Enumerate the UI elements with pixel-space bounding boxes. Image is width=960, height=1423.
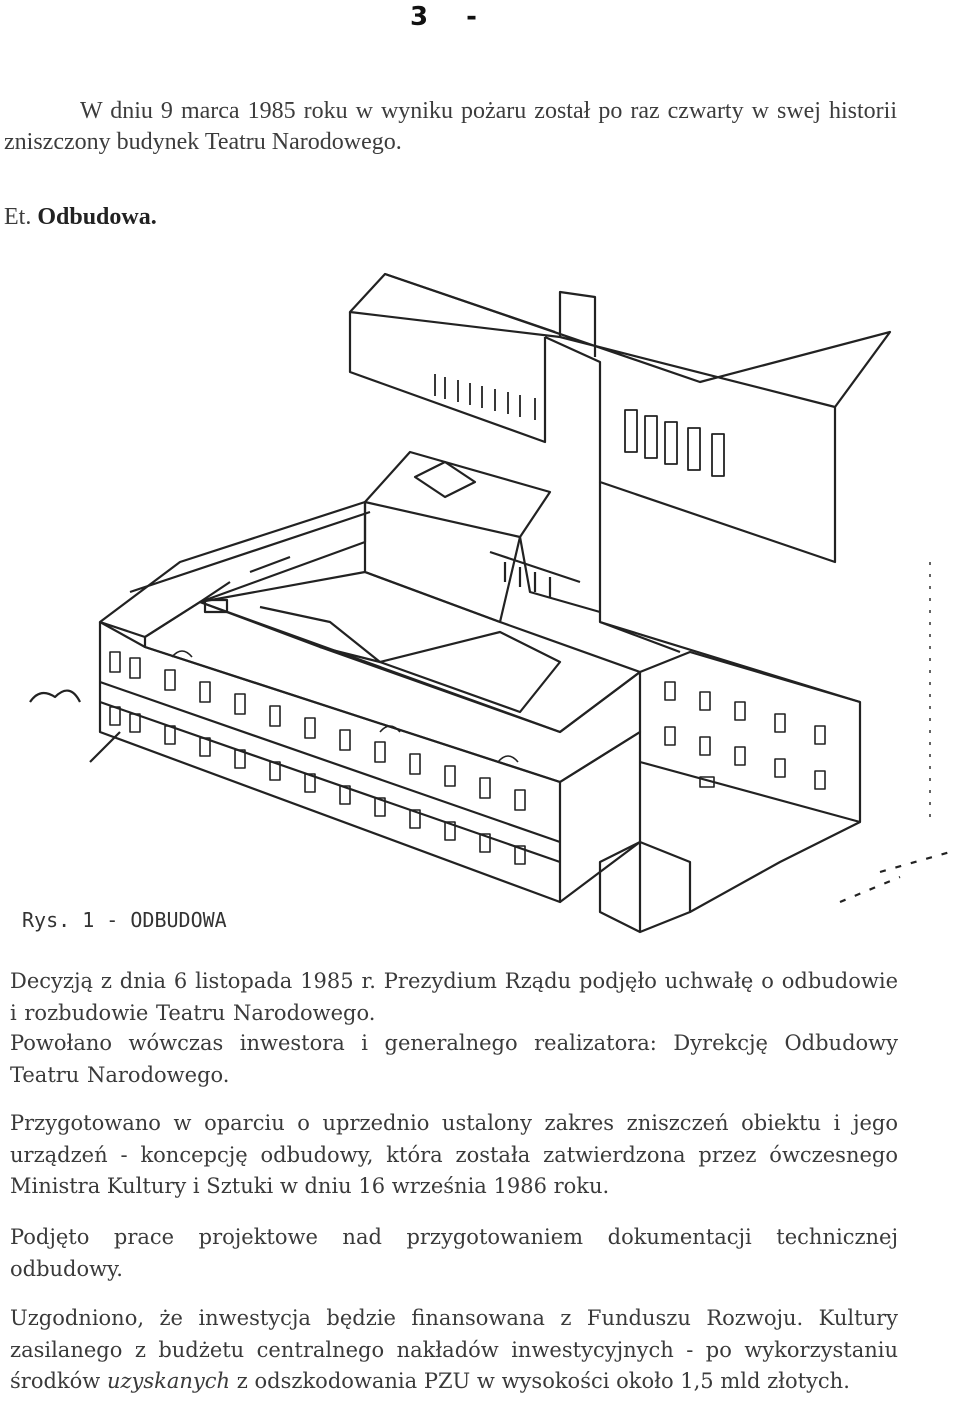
financing-part-b: z odszkodowania PZU w wysokości około 1,5 mld złotych. (236, 1369, 850, 1393)
section-prefix: Et. (4, 204, 32, 230)
section-heading (4, 202, 897, 233)
figure-caption: Rys. 1 - ODBUDOWA (22, 908, 227, 932)
left-wing-roof (100, 502, 365, 637)
page-number (410, 2, 477, 32)
paragraph-decision (10, 966, 898, 1029)
middle-pavilion (365, 452, 550, 537)
paragraph-investor-text: Powołano wówczas inwestora i generalnego realizatora: Dyrekcję Odbudowy Teatru Narodowego. (10, 1031, 898, 1087)
paragraph-concept-text: Przygotowano w oparciu o uprzednio ustalony zakres zniszczeń obiektu i jego urządzeń - koncepcję odbudowy, która została zatwierdzona przez ówczesnego Ministra Kultury i Sztuki w dniu 16 września 1986 roku. (10, 1111, 898, 1198)
intro-paragraph: W dniu 9 marca 1985 roku w wyniku pożaru został po raz czwarty w swej historii zniszczony budynek Teatru Narodowego. (4, 98, 897, 155)
paragraph-decision-text: Decyzją z dnia 6 listopada 1985 r. Prezydium Rządu podjęło uchwałę o odbudowie i rozbudowie Teatru Narodowego. (10, 969, 898, 1025)
stage-block-roof (350, 274, 890, 407)
paragraph-financing (10, 1303, 898, 1398)
paragraph-design-text: Podjęto prace projektowe nad przygotowaniem dokumentacji technicznej odbudowy. (10, 1225, 898, 1281)
paragraph-financing-text (10, 1303, 898, 1398)
section-title: Odbudowa. (37, 204, 157, 230)
page-number-dash: - (466, 2, 477, 32)
paragraph-concept (10, 1108, 898, 1203)
financing-italic-word: uzyskanych (106, 1369, 231, 1393)
paragraph-design (10, 1222, 898, 1285)
annex (600, 842, 690, 932)
financing-part-a: Uzgodniono, że inwestycja będzie finansowana z Funduszu Rozwoju. Kultury zasilanego z budżetu centralnego nakładów inwestycyjnych - po wykorzystaniu środków (10, 1306, 898, 1393)
front-roof (145, 602, 640, 782)
building-drawing (0, 262, 960, 952)
paragraph-investor (10, 1028, 898, 1091)
page-number-value: 3 (410, 2, 429, 32)
